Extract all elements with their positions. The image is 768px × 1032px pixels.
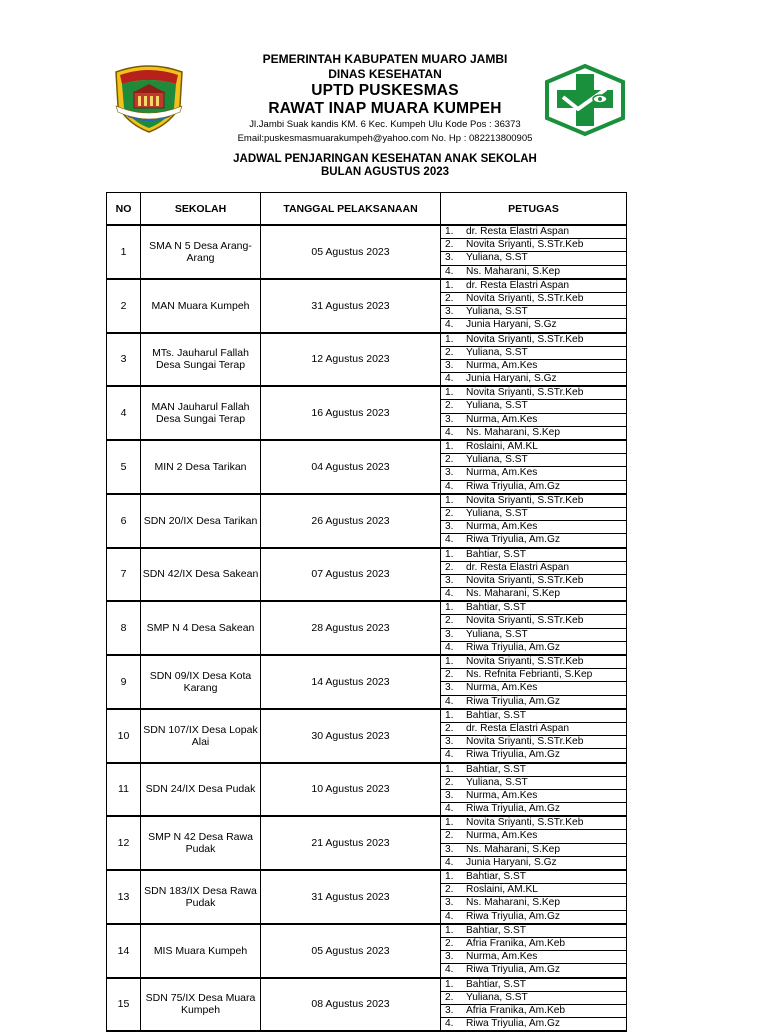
- petugas-item: [441, 749, 626, 761]
- petugas-name: dr. Resta Elastri Aspan: [466, 226, 570, 237]
- title-line-1: JADWAL PENJARINGAN KESEHATAN ANAK SEKOLAH: [233, 153, 537, 165]
- petugas-item: [441, 857, 626, 869]
- cell-petugas: [441, 709, 627, 763]
- cell-tanggal: 31 Agustus 2023: [261, 279, 441, 333]
- petugas-number: 1.: [445, 548, 454, 560]
- muaro-jambi-regency-emblem: [110, 62, 188, 134]
- petugas-number: 1.: [445, 656, 454, 667]
- cell-sekolah: SDN 42/IX Desa Sakean: [141, 548, 261, 602]
- petugas-name: Novita Sriyanti, S.STr.Keb: [466, 333, 584, 345]
- document-title: [150, 153, 620, 179]
- petugas-number: 4.: [445, 265, 454, 277]
- petugas-name: Roslaini, AM.KL: [466, 441, 538, 452]
- cell-sekolah: MIS Muara Kumpeh: [141, 924, 261, 978]
- cell-no: 13: [107, 870, 141, 924]
- petugas-name: Novita Sriyanti, S.STr.Keb: [466, 494, 584, 506]
- cell-sekolah: MTs. Jauharul Fallah Desa Sungai Terap: [141, 333, 261, 387]
- cell-no: 10: [107, 709, 141, 763]
- petugas-number: 2.: [445, 239, 454, 251]
- petugas-name: Riwa Triyulia, Am.Gz: [466, 910, 560, 922]
- petugas-item: [441, 481, 626, 493]
- petugas-number: 3.: [445, 682, 454, 694]
- petugas-item: [441, 266, 626, 278]
- petugas-number: 4.: [445, 588, 454, 600]
- table-row: [107, 655, 627, 709]
- cell-petugas: [441, 494, 627, 548]
- petugas-name: Ns. Maharani, S.Kep: [466, 588, 560, 600]
- petugas-item: [441, 979, 626, 992]
- petugas-name: Ns. Maharani, S.Kep: [466, 897, 560, 909]
- petugas-item: [441, 696, 626, 708]
- petugas-number: 1.: [445, 387, 454, 399]
- petugas-item: [441, 1005, 626, 1018]
- petugas-number: 2.: [445, 830, 454, 842]
- petugas-number: 2.: [445, 454, 454, 466]
- petugas-item: [441, 334, 626, 347]
- petugas-item: [441, 642, 626, 654]
- petugas-name: Junia Haryani, S.Gz: [466, 319, 557, 331]
- petugas-item: [441, 790, 626, 803]
- petugas-name: Ns. Maharani, S.Kep: [466, 265, 560, 277]
- cell-petugas: [441, 279, 627, 333]
- petugas-name: Nurma, Am.Kes: [466, 521, 538, 533]
- petugas-name: Yuliana, S.ST: [466, 776, 528, 788]
- table-row: [107, 709, 627, 763]
- cell-petugas: [441, 655, 627, 709]
- table-row: [107, 870, 627, 924]
- table-row: [107, 333, 627, 387]
- column-header-sekolah: SEKOLAH: [141, 193, 261, 226]
- petugas-item: [441, 373, 626, 385]
- petugas-number: 4.: [445, 695, 454, 707]
- petugas-number: 3.: [445, 951, 454, 963]
- petugas-name: Yuliana, S.ST: [466, 454, 528, 466]
- petugas-item: [441, 588, 626, 600]
- petugas-number: 3.: [445, 306, 454, 318]
- petugas-item: [441, 347, 626, 360]
- petugas-number: 2.: [445, 776, 454, 788]
- petugas-number: 1.: [445, 441, 454, 452]
- petugas-number: 1.: [445, 494, 454, 506]
- petugas-item: [441, 884, 626, 897]
- petugas-name: Riwa Triyulia, Am.Gz: [466, 749, 560, 761]
- petugas-name: Novita Sriyanti, S.STr.Keb: [466, 615, 584, 627]
- petugas-name: Bahtiar, S.ST: [466, 763, 527, 775]
- petugas-number: 2.: [445, 884, 454, 896]
- petugas-number: 1.: [445, 709, 454, 721]
- cell-tanggal: 10 Agustus 2023: [261, 763, 441, 817]
- petugas-number: 4.: [445, 534, 454, 546]
- petugas-name: Novita Sriyanti, S.STr.Keb: [466, 656, 584, 667]
- petugas-name: Novita Sriyanti, S.STr.Keb: [466, 817, 584, 829]
- petugas-item: [441, 710, 626, 723]
- petugas-name: Afria Franika, Am.Keb: [466, 937, 566, 949]
- petugas-item: [441, 575, 626, 588]
- cell-tanggal: 30 Agustus 2023: [261, 709, 441, 763]
- petugas-number: 3.: [445, 628, 454, 640]
- petugas-name: Afria Franika, Am.Keb: [466, 1004, 566, 1016]
- petugas-number: 3.: [445, 897, 454, 909]
- petugas-item: [441, 951, 626, 964]
- petugas-number: 3.: [445, 413, 454, 425]
- cell-no: 11: [107, 763, 141, 817]
- petugas-name: Nurma, Am.Kes: [466, 951, 538, 963]
- petugas-item: [441, 521, 626, 534]
- petugas-item: [441, 441, 626, 454]
- petugas-name: Riwa Triyulia, Am.Gz: [466, 1018, 560, 1030]
- petugas-item: [441, 764, 626, 777]
- header-unit: UPTD PUSKESMAS: [311, 82, 459, 99]
- petugas-name: Nurma, Am.Kes: [466, 789, 538, 801]
- cell-tanggal: 08 Agustus 2023: [261, 978, 441, 1032]
- petugas-number: 4.: [445, 426, 454, 438]
- petugas-name: Bahtiar, S.ST: [466, 709, 527, 721]
- cell-sekolah: SDN 20/IX Desa Tarikan: [141, 494, 261, 548]
- petugas-item: [441, 911, 626, 923]
- cell-sekolah: MAN Jauharul Fallah Desa Sungai Terap: [141, 386, 261, 440]
- petugas-item: [441, 817, 626, 830]
- cell-sekolah: SDN 183/IX Desa Rawa Pudak: [141, 870, 261, 924]
- table-row: [107, 225, 627, 279]
- petugas-item: [441, 534, 626, 546]
- petugas-number: 1.: [445, 817, 454, 829]
- cell-tanggal: 07 Agustus 2023: [261, 548, 441, 602]
- cell-no: 8: [107, 601, 141, 655]
- petugas-name: Riwa Triyulia, Am.Gz: [466, 803, 560, 815]
- petugas-item: [441, 508, 626, 521]
- petugas-number: 3.: [445, 359, 454, 371]
- petugas-number: 4.: [445, 373, 454, 385]
- cell-petugas: [441, 548, 627, 602]
- cell-sekolah: MIN 2 Desa Tarikan: [141, 440, 261, 494]
- cell-no: 12: [107, 816, 141, 870]
- cell-sekolah: SDN 107/IX Desa Lopak Alai: [141, 709, 261, 763]
- cell-petugas: [441, 333, 627, 387]
- petugas-item: [441, 427, 626, 439]
- petugas-item: [441, 226, 626, 239]
- petugas-name: Bahtiar, S.ST: [466, 602, 527, 614]
- cell-petugas: [441, 763, 627, 817]
- petugas-name: Novita Sriyanti, S.STr.Keb: [466, 239, 584, 251]
- petugas-number: 4.: [445, 856, 454, 868]
- cell-petugas: [441, 924, 627, 978]
- petugas-item: [441, 319, 626, 331]
- header-contact: Email:puskesmasmuarakumpeh@yahoo.com No. Hp : 082213800905: [237, 133, 533, 144]
- petugas-number: 1.: [445, 978, 454, 990]
- petugas-name: Yuliana, S.ST: [466, 252, 528, 264]
- petugas-number: 1.: [445, 871, 454, 882]
- cell-petugas: [441, 225, 627, 279]
- petugas-item: [441, 844, 626, 857]
- petugas-name: Nurma, Am.Kes: [466, 413, 538, 425]
- cell-sekolah: SDN 09/IX Desa Kota Karang: [141, 655, 261, 709]
- petugas-name: Bahtiar, S.ST: [466, 924, 527, 936]
- petugas-item: [441, 467, 626, 480]
- cell-sekolah: SMA N 5 Desa Arang-Arang: [141, 225, 261, 279]
- petugas-name: Junia Haryani, S.Gz: [466, 856, 557, 868]
- petugas-number: 2.: [445, 991, 454, 1003]
- petugas-number: 4.: [445, 964, 454, 976]
- cell-sekolah: SDN 75/IX Desa Muara Kumpeh: [141, 978, 261, 1032]
- petugas-name: Yuliana, S.ST: [466, 991, 528, 1003]
- cell-no: 9: [107, 655, 141, 709]
- petugas-number: 1.: [445, 924, 454, 936]
- petugas-item: [441, 669, 626, 682]
- petugas-name: Ns. Refnita Febrianti, S.Kep: [466, 669, 593, 681]
- cell-no: 14: [107, 924, 141, 978]
- cell-no: 1: [107, 225, 141, 279]
- petugas-item: [441, 495, 626, 508]
- petugas-item: [441, 1018, 626, 1030]
- petugas-name: Ns. Maharani, S.Kep: [466, 426, 560, 438]
- petugas-name: Riwa Triyulia, Am.Gz: [466, 480, 560, 492]
- cell-tanggal: 21 Agustus 2023: [261, 816, 441, 870]
- table-row: [107, 601, 627, 655]
- petugas-item: [441, 830, 626, 843]
- petugas-number: 4.: [445, 641, 454, 653]
- petugas-number: 1.: [445, 226, 454, 237]
- petugas-number: 2.: [445, 669, 454, 681]
- petugas-item: [441, 871, 626, 884]
- petugas-number: 2.: [445, 346, 454, 358]
- header-facility: RAWAT INAP MUARA KUMPEH: [268, 100, 502, 117]
- letterhead-text: [190, 52, 580, 146]
- cell-tanggal: 05 Agustus 2023: [261, 225, 441, 279]
- petugas-item: [441, 964, 626, 976]
- cell-no: 4: [107, 386, 141, 440]
- cell-tanggal: 31 Agustus 2023: [261, 870, 441, 924]
- header-department: DINAS KESEHATAN: [328, 67, 442, 81]
- petugas-name: Yuliana, S.ST: [466, 306, 528, 318]
- table-row: [107, 386, 627, 440]
- petugas-number: 2.: [445, 615, 454, 627]
- table-row: [107, 816, 627, 870]
- petugas-number: 3.: [445, 252, 454, 264]
- petugas-name: Ns. Maharani, S.Kep: [466, 843, 560, 855]
- petugas-item: [441, 252, 626, 265]
- petugas-name: dr. Resta Elastri Aspan: [466, 279, 570, 291]
- petugas-item: [441, 239, 626, 252]
- header-address: Jl.Jambi Suak kandis KM. 6 Kec. Kumpeh Ulu Kode Pos : 36373: [249, 119, 521, 130]
- petugas-name: Bahtiar, S.ST: [466, 978, 527, 990]
- cell-sekolah: SMP N 42 Desa Rawa Pudak: [141, 816, 261, 870]
- petugas-item: [441, 414, 626, 427]
- petugas-number: 2.: [445, 722, 454, 734]
- petugas-name: Nurma, Am.Kes: [466, 830, 538, 842]
- petugas-name: Yuliana, S.ST: [466, 507, 528, 519]
- petugas-item: [441, 549, 626, 562]
- cell-tanggal: 14 Agustus 2023: [261, 655, 441, 709]
- petugas-name: Nurma, Am.Kes: [466, 359, 538, 371]
- petugas-name: Riwa Triyulia, Am.Gz: [466, 964, 560, 976]
- petugas-item: [441, 938, 626, 951]
- table-header-row: [107, 193, 627, 226]
- cell-tanggal: 16 Agustus 2023: [261, 386, 441, 440]
- petugas-name: dr. Resta Elastri Aspan: [466, 722, 570, 734]
- petugas-name: Novita Sriyanti, S.STr.Keb: [466, 574, 584, 586]
- petugas-item: [441, 602, 626, 615]
- cell-petugas: [441, 870, 627, 924]
- petugas-number: 2.: [445, 400, 454, 412]
- table-row: [107, 494, 627, 548]
- cell-tanggal: 26 Agustus 2023: [261, 494, 441, 548]
- petugas-name: Riwa Triyulia, Am.Gz: [466, 641, 560, 653]
- cell-no: 15: [107, 978, 141, 1032]
- petugas-item: [441, 360, 626, 373]
- petugas-number: 3.: [445, 467, 454, 479]
- table-row: [107, 440, 627, 494]
- petugas-item: [441, 992, 626, 1005]
- cell-no: 2: [107, 279, 141, 333]
- petugas-item: [441, 400, 626, 413]
- petugas-name: Riwa Triyulia, Am.Gz: [466, 534, 560, 546]
- petugas-item: [441, 803, 626, 815]
- petugas-item: [441, 280, 626, 293]
- petugas-item: [441, 723, 626, 736]
- column-header-no: NO: [107, 193, 141, 226]
- petugas-name: Yuliana, S.ST: [466, 628, 528, 640]
- table-body: [107, 225, 627, 1031]
- petugas-number: 3.: [445, 521, 454, 533]
- cell-sekolah: MAN Muara Kumpeh: [141, 279, 261, 333]
- petugas-number: 1.: [445, 279, 454, 291]
- cell-no: 7: [107, 548, 141, 602]
- petugas-name: Nurma, Am.Kes: [466, 467, 538, 479]
- title-line-2: BULAN AGUSTUS 2023: [320, 166, 450, 178]
- petugas-name: Roslaini, AM.KL: [466, 884, 538, 896]
- cell-tanggal: 28 Agustus 2023: [261, 601, 441, 655]
- table-row: [107, 279, 627, 333]
- petugas-item: [441, 736, 626, 749]
- petugas-name: Bahtiar, S.ST: [466, 871, 527, 882]
- table-row: [107, 548, 627, 602]
- cell-tanggal: 12 Agustus 2023: [261, 333, 441, 387]
- petugas-item: [441, 682, 626, 695]
- cell-no: 5: [107, 440, 141, 494]
- letterhead: [0, 0, 768, 150]
- petugas-number: 2.: [445, 561, 454, 573]
- petugas-name: Bahtiar, S.ST: [466, 548, 527, 560]
- petugas-item: [441, 777, 626, 790]
- schedule-table: [106, 192, 627, 1032]
- cell-petugas: [441, 440, 627, 494]
- petugas-number: 3.: [445, 736, 454, 748]
- cell-sekolah: SDN 24/IX Desa Pudak: [141, 763, 261, 817]
- cell-petugas: [441, 816, 627, 870]
- petugas-name: Junia Haryani, S.Gz: [466, 373, 557, 385]
- cell-no: 6: [107, 494, 141, 548]
- petugas-item: [441, 615, 626, 628]
- petugas-number: 1.: [445, 602, 454, 614]
- petugas-number: 3.: [445, 574, 454, 586]
- puskesmas-logo: [543, 64, 627, 136]
- petugas-name: dr. Resta Elastri Aspan: [466, 561, 570, 573]
- cell-tanggal: 04 Agustus 2023: [261, 440, 441, 494]
- petugas-number: 2.: [445, 507, 454, 519]
- petugas-number: 4.: [445, 749, 454, 761]
- petugas-number: 4.: [445, 910, 454, 922]
- table-row: [107, 924, 627, 978]
- petugas-name: Novita Sriyanti, S.STr.Keb: [466, 736, 584, 748]
- cell-petugas: [441, 601, 627, 655]
- petugas-number: 1.: [445, 333, 454, 345]
- petugas-item: [441, 629, 626, 642]
- column-header-tanggal: TANGGAL PELAKSANAAN: [261, 193, 441, 226]
- petugas-item: [441, 897, 626, 910]
- column-header-petugas: PETUGAS: [441, 193, 627, 226]
- cell-petugas: [441, 978, 627, 1032]
- cell-no: 3: [107, 333, 141, 387]
- petugas-name: Nurma, Am.Kes: [466, 682, 538, 694]
- petugas-number: 4.: [445, 319, 454, 331]
- petugas-number: 3.: [445, 843, 454, 855]
- table-row: [107, 978, 627, 1032]
- petugas-item: [441, 306, 626, 319]
- petugas-number: 3.: [445, 789, 454, 801]
- header-government: PEMERINTAH KABUPATEN MUARO JAMBI: [262, 52, 508, 66]
- petugas-item: [441, 562, 626, 575]
- petugas-name: Yuliana, S.ST: [466, 400, 528, 412]
- cell-sekolah: SMP N 4 Desa Sakean: [141, 601, 261, 655]
- petugas-item: [441, 387, 626, 400]
- petugas-name: Novita Sriyanti, S.STr.Keb: [466, 292, 584, 304]
- petugas-number: 2.: [445, 937, 454, 949]
- petugas-item: [441, 293, 626, 306]
- petugas-number: 3.: [445, 1004, 454, 1016]
- petugas-number: 2.: [445, 292, 454, 304]
- petugas-item: [441, 454, 626, 467]
- petugas-item: [441, 656, 626, 669]
- petugas-name: Yuliana, S.ST: [466, 346, 528, 358]
- petugas-number: 1.: [445, 763, 454, 775]
- petugas-number: 4.: [445, 480, 454, 492]
- petugas-name: Novita Sriyanti, S.STr.Keb: [466, 387, 584, 399]
- petugas-name: Riwa Triyulia, Am.Gz: [466, 695, 560, 707]
- table-row: [107, 763, 627, 817]
- petugas-number: 4.: [445, 803, 454, 815]
- petugas-number: 4.: [445, 1018, 454, 1030]
- cell-petugas: [441, 386, 627, 440]
- petugas-item: [441, 925, 626, 938]
- cell-tanggal: 05 Agustus 2023: [261, 924, 441, 978]
